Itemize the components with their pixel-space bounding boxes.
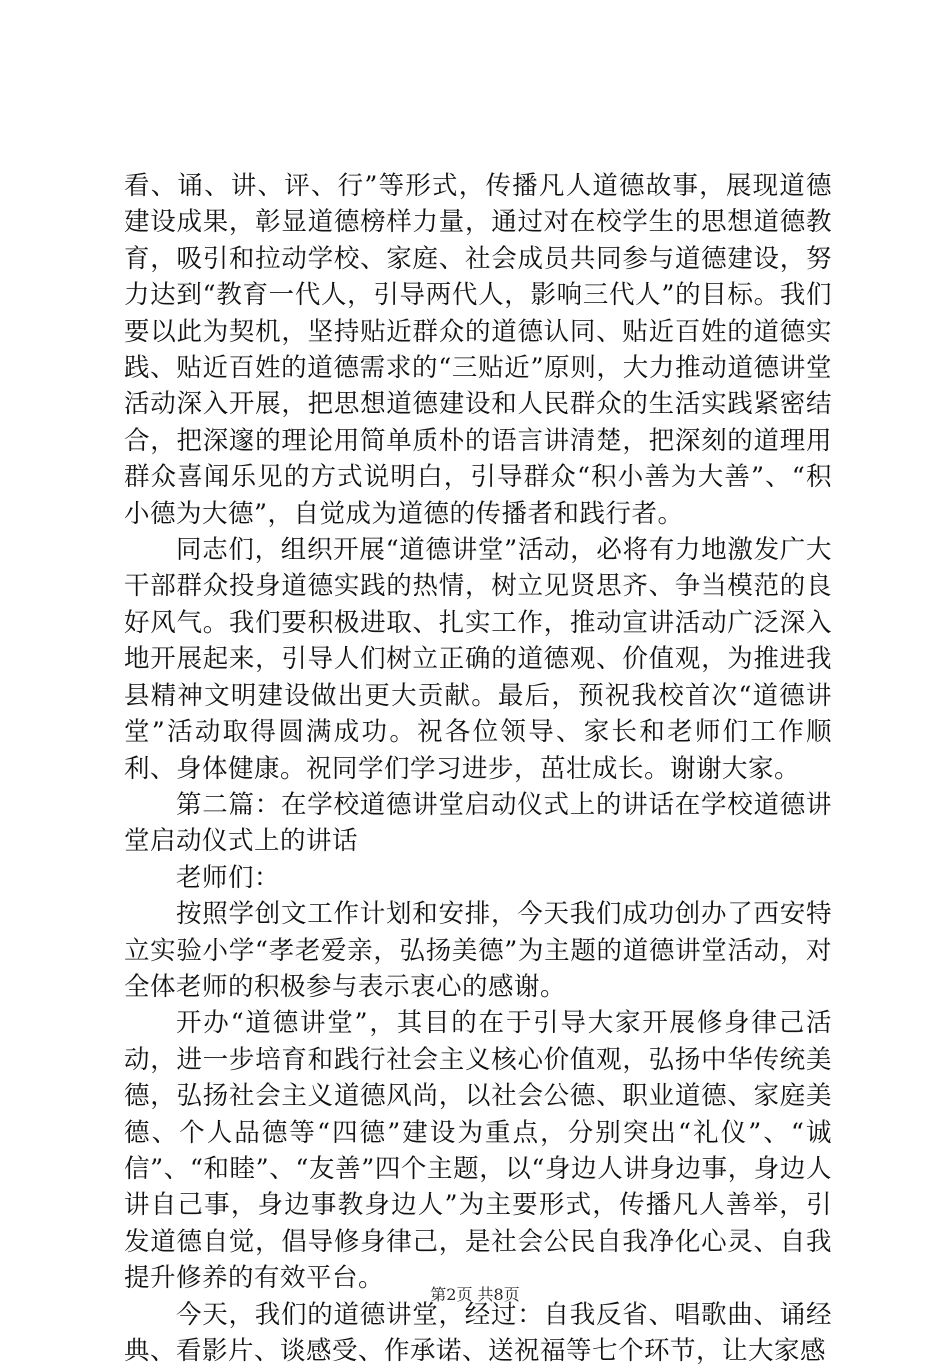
paragraph-purpose: 开办“道德讲堂”，其目的在于引导大家开展修身律己活动，进一步培育和践行社会主义核心价值观，弘扬中华传统美德，弘扬社会主义道德风尚，以社会公德、职业道德、家庭美德、个人品德等“四德”建设为重点，分别突出“礼仪”、“诚信”、“和睦”、“友善”四个主题，以“身边人讲身边事，身边人讲自己事，身边事教身边人”为主要形式，传播凡人善举，引发道德自觉，倡导修身律己，是社会公民自我净化心灵、自我提升修养的有效平台。 [124, 1008, 832, 1294]
document-body [124, 168, 832, 1369]
paragraph-continuation: 看、诵、讲、评、行”等形式，传播凡人道德故事，展现道德建设成果，彰显道德榜样力量，通过对在校学生的思想道德教育，吸引和拉动学校、家庭、社会成员共同参与道德建设，努力达到“教育一代人，引导两代人，影响三代人”的目标。我们要以此为契机，坚持贴近群众的道德认同、贴近百姓的道德实践、贴近百姓的道德需求的“三贴近”原则，大力推动道德讲堂活动深入开展，把思想道德建设和人民群众的生活实践紧密结合，把深邃的理论用简单质朴的语言讲清楚，把深刻的道理用群众喜闻乐见的方式说明白，引导群众“积小善为大善”、“积小德为大德”，自觉成为道德的传播者和践行者。 [124, 171, 832, 529]
salutation: 老师们： [176, 862, 281, 893]
paragraph-intro: 按照学创文工作计划和安排，今天我们成功创办了西安特立实验小学“孝老爱亲，弘扬美德”为主题的道德讲堂活动，对全体老师的积极参与表示衷心的感谢。 [124, 899, 832, 1002]
paragraph-today: 今天，我们的道德讲堂，经过：自我反省、唱歌曲、诵经典、看影片、谈感受、作承诺、送祝福等七个环节，让大家感 [124, 1299, 832, 1366]
paragraph-closing-remarks: 同志们，组织开展“道德讲堂”活动，必将有力地激发广大干部群众投身道德实践的热情，树立见贤思齐、争当模范的良好风气。我们要积极进取、扎实工作，推动宣讲活动广泛深入地开展起来，引导人们树立正确的道德观、价值观，为推进我县精神文明建设做出更大贡献。最后，预祝我校首次“道德讲堂”活动取得圆满成功。祝各位领导、家长和老师们工作顺利、身体健康。祝同学们学习进步，茁壮成长。谢谢大家。 [124, 535, 832, 784]
page-number-footer: 第2页 共8页 [430, 1285, 520, 1304]
section-heading-part-two: 第二篇：在学校道德讲堂启动仪式上的讲话在学校道德讲堂启动仪式上的讲话 [124, 789, 832, 857]
